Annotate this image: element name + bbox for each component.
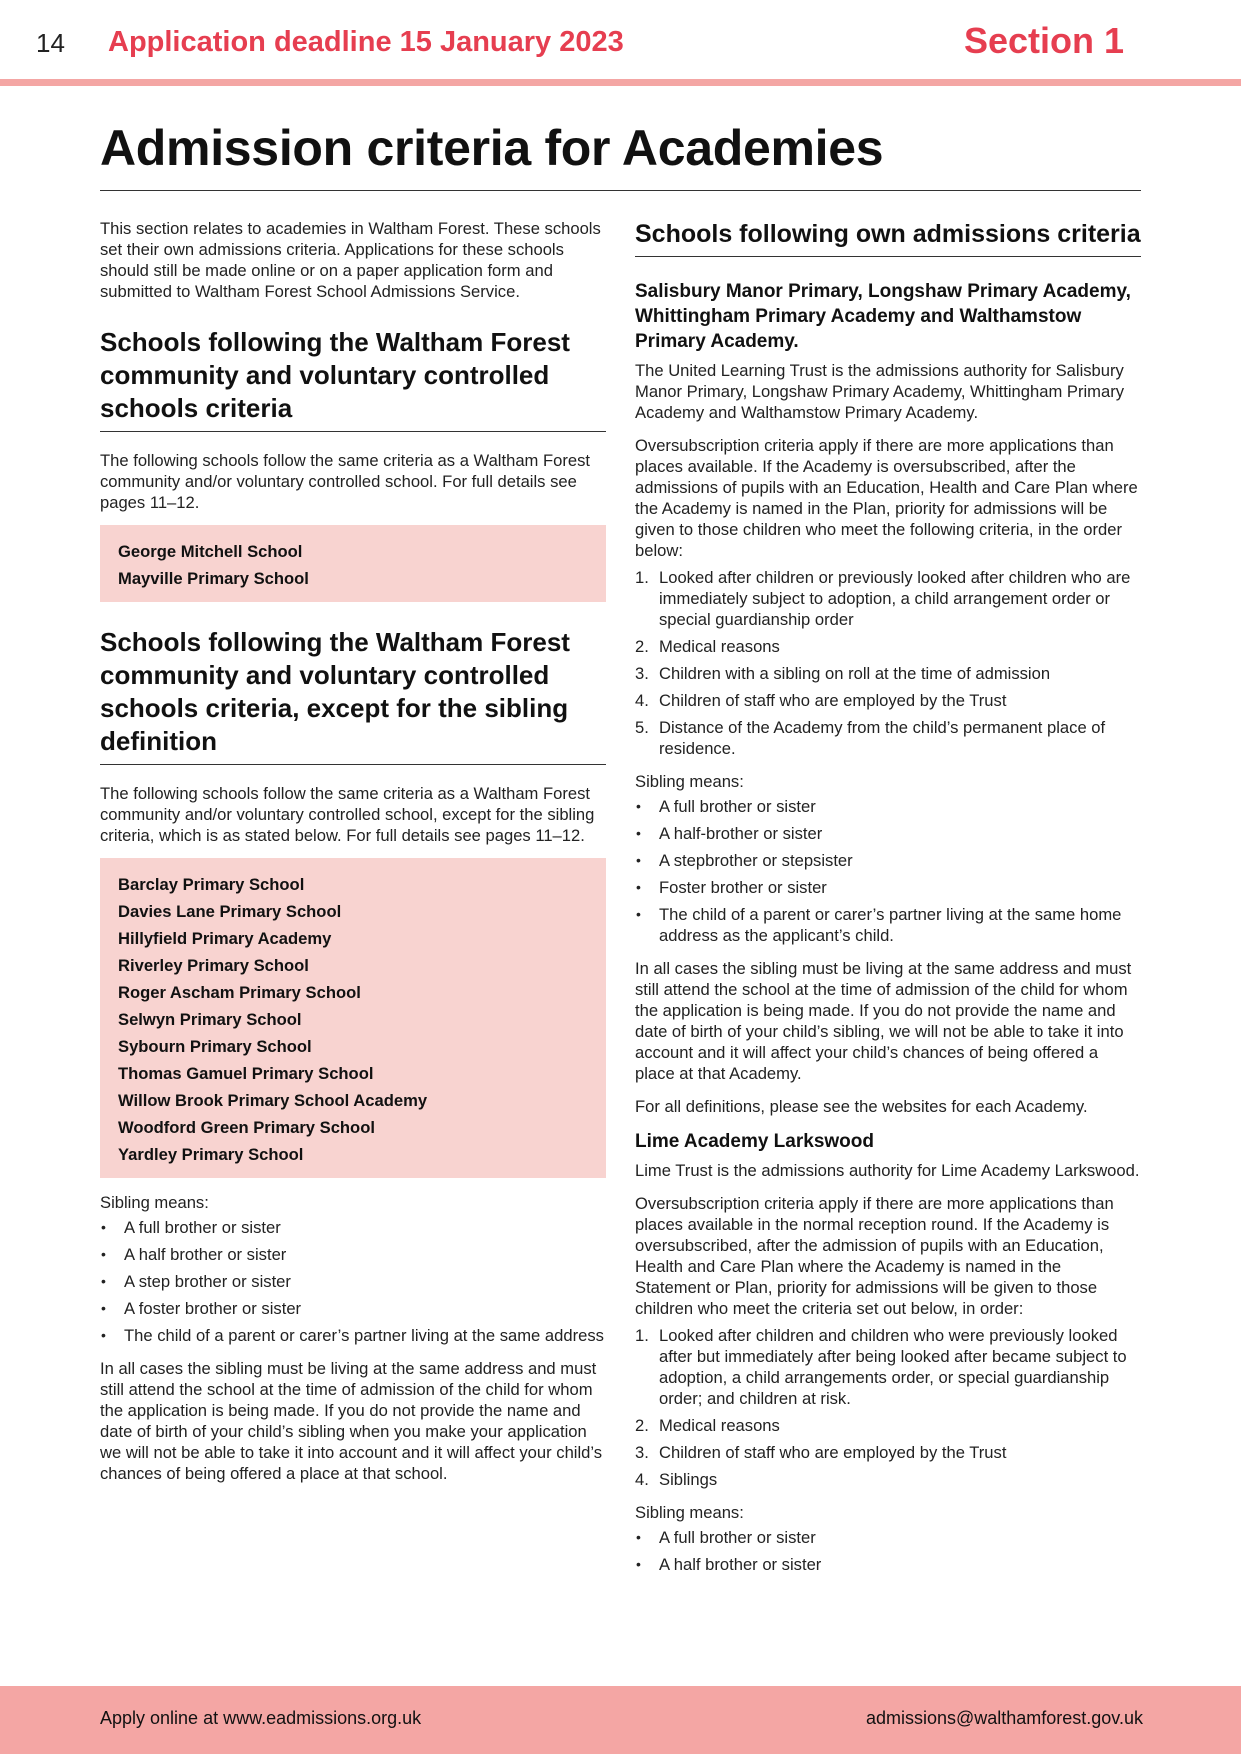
sibling-closing-paragraph: In all cases the sibling must be living at the same address and must still attend the school at the time of admission of the child for whom the application is being made. If you do not provide the name and date of birth of your child’s sibling when you make your application we will not be able to take it into account and it will affect your child’s chances of being offered a place at that school. xyxy=(100,1359,603,1483)
page-header xyxy=(0,0,1241,86)
lime-academy-heading: Lime Academy Larkswood xyxy=(635,1131,874,1152)
contact-email-link[interactable]: admissions@walthamforest.gov.uk xyxy=(865,1708,1143,1728)
heading-rule xyxy=(635,256,1141,257)
school-list-box xyxy=(100,525,606,602)
united-academies-heading: Salisbury Manor Primary, Longshaw Primary Academy, Whittingham Primary Academy and Walthamstow Primary Academy. xyxy=(635,281,1131,352)
section-body-except-sibling: The following schools follow the same criteria as a Waltham Forest community and/or voluntary controlled school, except for the sibling criteria, which is as stated below. For full details see pages 11–12. xyxy=(100,784,595,845)
list-item: • The child of a parent or carer’s partner living at the same home address as the applicant’s child. xyxy=(635,904,1141,946)
sibling-label: Sibling means: xyxy=(100,1193,209,1212)
sibling-label: Sibling means: xyxy=(635,772,744,791)
left-column xyxy=(100,218,606,1496)
list-item: • A step brother or sister xyxy=(100,1271,606,1292)
united-authority-paragraph: The United Learning Trust is the admissions authority for Salisbury Manor Primary, Longshaw Primary Academy, Whittingham Primary Academy and Walthamstow Primary Academy. xyxy=(635,361,1125,422)
school-name: Sybourn Primary School xyxy=(118,1037,312,1056)
heading-rule xyxy=(100,764,606,765)
list-item: • A half brother or sister xyxy=(635,1554,1141,1575)
heading-rule xyxy=(100,431,606,432)
united-oversubscription-paragraph: Oversubscription criteria apply if there are more applications than places available. If the Academy is oversubscribed, after the admissions of pupils with an Education, Health and Care Plan where the Academy is named in the Plan, priority for admissions will be given to those children who meet the following criteria, in the order below: xyxy=(635,436,1138,560)
sibling-list xyxy=(635,796,1141,946)
list-item: • A half brother or sister xyxy=(100,1244,606,1265)
list-item: 2. Medical reasons xyxy=(635,637,780,656)
list-item: 5. Distance of the Academy from the child’s permanent place of residence. xyxy=(635,718,1106,758)
list-item: • A full brother or sister xyxy=(100,1217,606,1238)
united-criteria-list xyxy=(635,567,1141,759)
sibling-closing-paragraph: In all cases the sibling must be living at the same address and must still attend the school at the time of admission of the child for whom the application is being made. If you do not provide the name and date of birth of your child’s sibling, we will not be able to take it into account and it will affect your child’s chances of being offered a place at that Academy. xyxy=(635,959,1132,1083)
section-heading-except-sibling: Schools following the Waltham Forest community and voluntary controlled schools criteria, except for the sibling definition xyxy=(100,627,570,756)
school-name: George Mitchell School xyxy=(118,542,303,561)
list-item: 1. Looked after children and children who were previously looked after but immediately after being looked after became subject to adoption, a child arrangements order, or special guardianship order; and children at risk. xyxy=(635,1326,1127,1408)
school-name: Willow Brook Primary School Academy xyxy=(118,1091,428,1110)
list-item: • Foster brother or sister xyxy=(635,877,1141,898)
definitions-note: For all definitions, please see the websites for each Academy. xyxy=(635,1097,1088,1116)
title-rule xyxy=(100,190,1141,191)
school-name: Davies Lane Primary School xyxy=(118,902,342,921)
apply-online-link[interactable]: Apply online at www.eadmissions.org.uk xyxy=(100,1708,422,1728)
list-item: 4. Children of staff who are employed by the Trust xyxy=(635,691,1007,710)
section-heading-own-criteria: Schools following own admissions criteria xyxy=(635,220,1141,248)
section-body-same-criteria: The following schools follow the same criteria as a Waltham Forest community and/or voluntary controlled school. For full details see pages 11–12. xyxy=(100,451,591,512)
lime-criteria-list xyxy=(635,1325,1141,1490)
right-column xyxy=(635,218,1141,1587)
school-name: Yardley Primary School xyxy=(118,1145,304,1164)
sibling-list xyxy=(635,1527,1141,1575)
school-name: Mayville Primary School xyxy=(118,569,309,588)
school-name: Woodford Green Primary School xyxy=(118,1118,375,1137)
list-item: • A full brother or sister xyxy=(635,1527,1141,1548)
school-name: Hillyfield Primary Academy xyxy=(118,929,332,948)
list-item: 4. Siblings xyxy=(635,1470,718,1489)
list-item: • The child of a parent or carer’s partner living at the same address xyxy=(100,1325,606,1346)
school-name: Riverley Primary School xyxy=(118,956,309,975)
section-label: Section 1 xyxy=(963,20,1124,61)
school-name: Roger Ascham Primary School xyxy=(118,983,361,1002)
list-item: 2. Medical reasons xyxy=(635,1416,780,1435)
intro-paragraph: This section relates to academies in Waltham Forest. These schools set their own admissions criteria. Applications for these schools should still be made online or on a paper application form and submitted to Waltham Forest School Admissions Service. xyxy=(100,219,601,301)
school-name: Thomas Gamuel Primary School xyxy=(118,1064,374,1083)
list-item: 3. Children with a sibling on roll at the time of admission xyxy=(635,664,1051,683)
page-number: 14 xyxy=(36,28,65,58)
school-name: Barclay Primary School xyxy=(118,875,305,894)
school-list-box xyxy=(100,858,606,1178)
school-name: Selwyn Primary School xyxy=(118,1010,302,1029)
page-title: Admission criteria for Academies xyxy=(100,120,884,176)
section-heading-same-criteria: Schools following the Waltham Forest community and voluntary controlled schools criteria xyxy=(100,327,570,423)
list-item: 1. Looked after children or previously looked after children who are immediately subject to adoption, a child arrangement order or special guardianship order xyxy=(635,568,1131,629)
page-footer xyxy=(0,1686,1241,1754)
lime-oversubscription-paragraph: Oversubscription criteria apply if there are more applications than places available in the normal reception round. If the Academy is oversubscribed, after the admission of pupils with an Education, Health and Care Plan where the Academy is named in the Statement or Plan, priority for admissions will be given to those children who meet the criteria set out below, in order: xyxy=(635,1194,1114,1318)
application-deadline: Application deadline 15 January 2023 xyxy=(108,26,624,58)
list-item: 3. Children of staff who are employed by the Trust xyxy=(635,1443,1007,1462)
list-item: • A full brother or sister xyxy=(635,796,1141,817)
lime-authority-paragraph: Lime Trust is the admissions authority for Lime Academy Larkswood. xyxy=(635,1161,1140,1180)
list-item: • A foster brother or sister xyxy=(100,1298,606,1319)
header-rule xyxy=(0,79,1241,86)
list-item: • A stepbrother or stepsister xyxy=(635,850,1141,871)
sibling-label: Sibling means: xyxy=(635,1503,744,1522)
list-item: • A half-brother or sister xyxy=(635,823,1141,844)
sibling-list xyxy=(100,1217,606,1346)
